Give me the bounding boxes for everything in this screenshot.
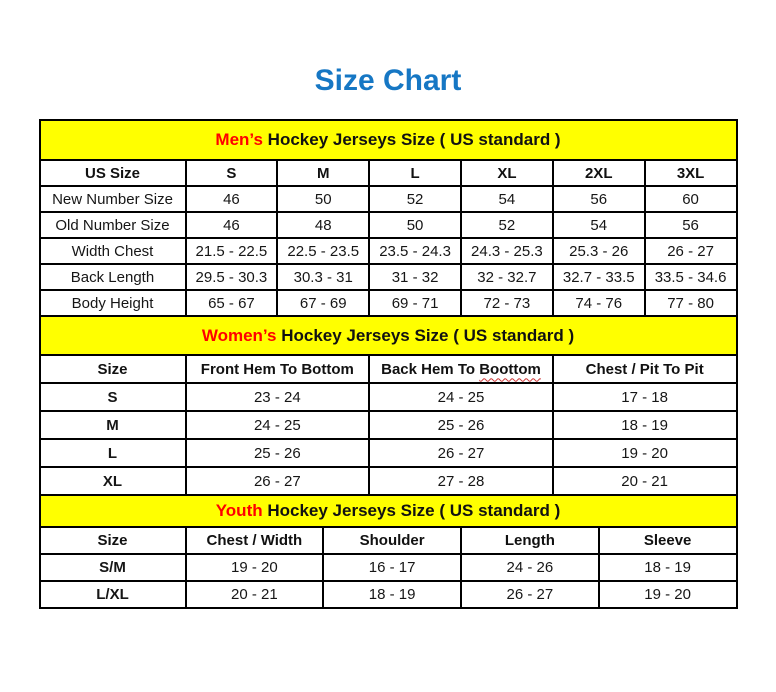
womens-section-accent: Women’s [201,325,277,345]
data-cell: 26 - 27 [645,238,737,264]
youth-size-table [39,494,738,609]
mens-section-accent: Men’s [215,130,263,149]
table-row [40,290,737,316]
table-row [40,467,737,495]
womens-section-label: Hockey Jerseys Size ( US standard ) [276,325,575,345]
data-cell: 33.5 - 34.6 [645,264,737,290]
column-header-cell: Shoulder [323,527,461,554]
row-label-cell: S/M [40,554,186,581]
data-cell: 25.3 - 26 [553,238,645,264]
column-header-cell: L [369,160,461,186]
data-cell: 60 [645,186,737,212]
page-title: Size Chart [314,64,462,97]
data-cell: 20 - 21 [186,581,324,608]
column-header-cell: 2XL [553,160,645,186]
column-header-cell: 3XL [645,160,737,186]
data-cell: 19 - 20 [553,439,737,467]
data-cell: 18 - 19 [553,411,737,439]
data-cell: 46 [186,186,278,212]
data-cell: 77 - 80 [645,290,737,316]
data-cell: 74 - 76 [553,290,645,316]
data-cell: 52 [461,212,553,238]
data-cell: 20 - 21 [553,467,737,495]
data-cell: 26 - 27 [461,581,599,608]
table-row [40,383,737,411]
column-header-cell: S [186,160,278,186]
data-cell: 22.5 - 23.5 [277,238,369,264]
data-cell: 19 - 20 [599,581,737,608]
youth-section-band [40,495,737,527]
data-cell: 25 - 26 [369,411,553,439]
mens-section-label: Hockey Jerseys Size ( US standard ) [262,130,561,149]
data-cell: 19 - 20 [186,554,324,581]
data-cell: 50 [369,212,461,238]
data-cell: 23 - 24 [186,383,370,411]
column-header-cell: Chest / Pit To Pit [553,355,737,383]
column-header-cell: Sleeve [599,527,737,554]
data-cell: 24.3 - 25.3 [461,238,553,264]
data-cell: 56 [645,212,737,238]
row-label-cell: Body Height [40,290,186,316]
table-row [40,411,737,439]
column-header-cell: XL [461,160,553,186]
data-cell: 24 - 26 [461,554,599,581]
data-cell: 32.7 - 33.5 [553,264,645,290]
column-header-cell: Front Hem To Bottom [186,355,370,383]
table-row [40,264,737,290]
row-label-cell: Width Chest [40,238,186,264]
data-cell: 18 - 19 [323,581,461,608]
table-row [40,439,737,467]
womens-section-band [40,316,737,355]
row-label-cell: M [40,411,186,439]
row-label-cell: XL [40,467,186,495]
data-cell: 27 - 28 [369,467,553,495]
column-header-cell: M [277,160,369,186]
table-row [40,186,737,212]
data-cell: 21.5 - 22.5 [186,238,278,264]
data-cell: 16 - 17 [323,554,461,581]
row-label-cell: L/XL [40,581,186,608]
column-header-cell: Chest / Width [186,527,324,554]
row-label-cell: New Number Size [40,186,186,212]
data-cell: 18 - 19 [599,554,737,581]
data-cell: 26 - 27 [369,439,553,467]
table-row [40,212,737,238]
misspelled-word: Boottom [479,360,541,378]
youth-section-label: Hockey Jerseys Size ( US standard ) [262,501,561,520]
data-cell: 32 - 32.7 [461,264,553,290]
column-header-cell: Back Hem To Boottom [369,355,553,383]
data-cell: 24 - 25 [186,411,370,439]
data-cell: 31 - 32 [369,264,461,290]
data-cell: 23.5 - 24.3 [369,238,461,264]
tables-container [39,119,738,609]
data-cell: 25 - 26 [186,439,370,467]
row-label-cell: Back Length [40,264,186,290]
column-header-cell: US Size [40,160,186,186]
mens-size-table [39,119,738,317]
data-cell: 72 - 73 [461,290,553,316]
data-cell: 56 [553,186,645,212]
data-cell: 48 [277,212,369,238]
data-cell: 46 [186,212,278,238]
table-row [40,238,737,264]
data-cell: 17 - 18 [553,383,737,411]
data-cell: 54 [553,212,645,238]
row-label-cell: L [40,439,186,467]
data-cell: 69 - 71 [369,290,461,316]
mens-section-band [40,120,737,160]
youth-section-accent: Youth [215,501,263,520]
data-cell: 30.3 - 31 [277,264,369,290]
data-cell: 29.5 - 30.3 [186,264,278,290]
table-row [40,554,737,581]
column-header-cell: Length [461,527,599,554]
column-header-cell: Size [40,355,186,383]
data-cell: 24 - 25 [369,383,553,411]
data-cell: 26 - 27 [186,467,370,495]
table-row [40,581,737,608]
womens-size-table [39,315,738,496]
row-label-cell: S [40,383,186,411]
data-cell: 52 [369,186,461,212]
data-cell: 54 [461,186,553,212]
data-cell: 67 - 69 [277,290,369,316]
row-label-cell: Old Number Size [40,212,186,238]
data-cell: 65 - 67 [186,290,278,316]
column-header-cell: Size [40,527,186,554]
data-cell: 50 [277,186,369,212]
